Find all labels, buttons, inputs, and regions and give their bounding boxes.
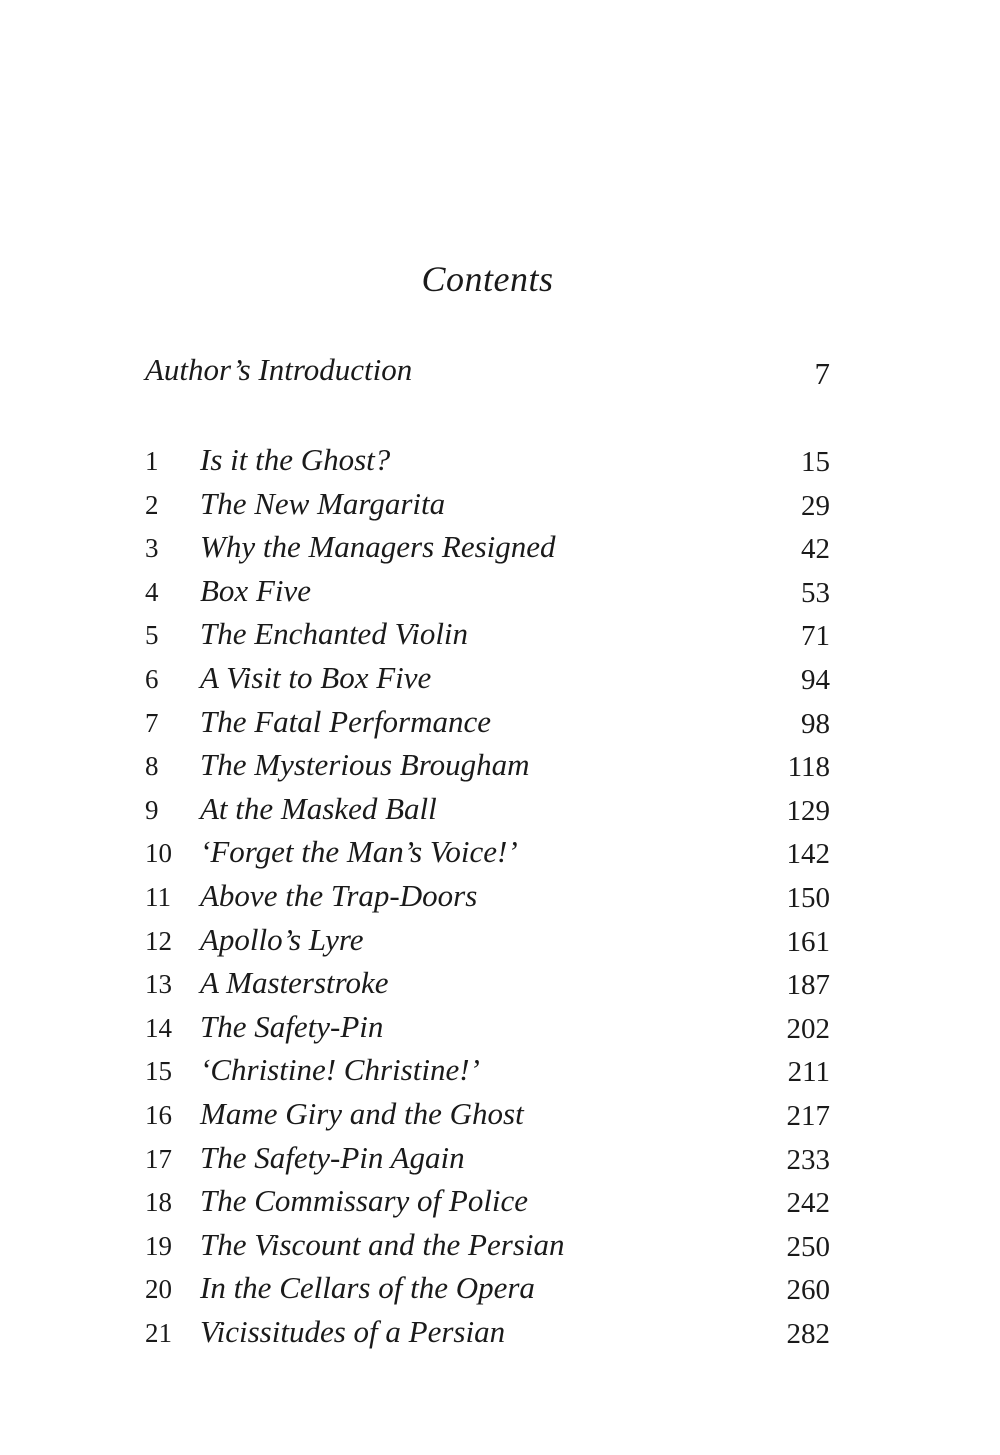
toc-entry-chapter <box>145 743 830 787</box>
chapter-number: 15 <box>145 1056 172 1087</box>
toc-entry-chapter <box>145 482 830 526</box>
toc-entry-chapter <box>145 874 830 918</box>
chapter-title: Why the Managers Resigned <box>200 529 556 565</box>
chapter-page-number: 142 <box>786 838 830 871</box>
chapter-title: The Safety-Pin Again <box>200 1139 465 1175</box>
chapter-title: Is it the Ghost? <box>200 442 391 477</box>
chapter-page-number: 42 <box>801 533 830 566</box>
toc-entry-chapter <box>145 961 830 1005</box>
toc-entry-chapter <box>145 1266 830 1310</box>
toc-entry-chapter <box>145 438 830 482</box>
toc-entry-chapter <box>145 525 830 569</box>
toc-entry-chapter <box>145 700 830 744</box>
chapter-number: 16 <box>145 1099 172 1130</box>
chapter-number: 17 <box>145 1143 172 1174</box>
chapter-page-number: 217 <box>786 1099 830 1132</box>
chapter-page-number: 118 <box>787 751 830 784</box>
chapter-number: 10 <box>145 838 172 869</box>
chapter-page-number: 211 <box>787 1056 830 1089</box>
toc-entry-chapter <box>145 830 830 874</box>
chapter-title: The Viscount and the Persian <box>200 1226 565 1262</box>
toc-entry-chapter <box>145 787 830 831</box>
chapter-number: 21 <box>145 1317 172 1348</box>
chapter-title: A Visit to Box Five <box>200 659 432 695</box>
toc-entry-chapter <box>145 1223 830 1267</box>
chapter-title: Box Five <box>200 572 312 608</box>
chapter-page-number: 282 <box>786 1317 830 1350</box>
chapter-number: 4 <box>145 576 159 607</box>
toc-entry-chapter <box>145 1136 830 1180</box>
chapter-title: The Enchanted Violin <box>200 616 469 652</box>
toc-entry-chapter <box>145 1179 830 1223</box>
chapter-page-number: 161 <box>786 925 830 958</box>
chapter-number: 11 <box>145 881 171 912</box>
chapter-title: Mame Giry and the Ghost <box>200 1095 524 1131</box>
introduction-label: Author’s Introduction <box>145 352 413 387</box>
chapter-number: 7 <box>145 707 159 738</box>
chapter-title: A Masterstroke <box>200 965 389 1001</box>
chapter-number: 13 <box>145 969 172 1000</box>
toc-entry-introduction <box>145 352 830 392</box>
chapter-page-number: 129 <box>786 794 830 827</box>
chapter-title: In the Cellars of the Opera <box>200 1270 535 1306</box>
toc-entry-chapter <box>145 656 830 700</box>
toc-entry-chapter <box>145 918 830 962</box>
toc-entry-chapter <box>145 612 830 656</box>
chapter-number: 18 <box>145 1187 172 1218</box>
chapter-number: 3 <box>145 533 159 564</box>
chapter-title: Apollo’s Lyre <box>200 921 364 957</box>
chapter-page-number: 150 <box>786 881 830 914</box>
chapter-number: 5 <box>145 620 159 651</box>
chapter-page-number: 98 <box>801 707 830 740</box>
chapter-page-number: 29 <box>801 489 830 522</box>
chapter-number: 2 <box>145 489 159 520</box>
chapter-page-number: 53 <box>801 576 830 609</box>
toc-entry-chapter <box>145 1310 830 1354</box>
chapter-title: The New Margarita <box>200 485 446 521</box>
toc-entry-chapter <box>145 1005 830 1049</box>
chapter-title: At the Masked Ball <box>200 790 437 826</box>
toc-entry-chapter <box>145 1048 830 1092</box>
chapter-title: ‘Forget the Man’s Voice!’ <box>200 834 518 870</box>
chapter-title: The Fatal Performance <box>200 703 492 739</box>
chapter-number: 8 <box>145 751 159 782</box>
chapter-page-number: 242 <box>786 1187 830 1220</box>
chapter-page-number: 15 <box>801 446 830 478</box>
chapter-title: ‘Christine! Christine!’ <box>200 1052 480 1088</box>
toc-entry-chapter <box>145 1092 830 1136</box>
chapter-title: The Mysterious Brougham <box>200 747 530 783</box>
chapter-page-number: 202 <box>786 1012 830 1045</box>
chapter-page-number: 233 <box>786 1143 830 1176</box>
toc-entry-chapter <box>145 569 830 613</box>
page-title: Contents <box>421 259 554 299</box>
chapter-page-number: 71 <box>801 620 830 653</box>
chapter-list <box>145 438 830 1353</box>
chapter-number: 19 <box>145 1230 172 1261</box>
chapter-number: 14 <box>145 1012 172 1043</box>
chapter-number: 1 <box>145 446 159 476</box>
chapter-page-number: 260 <box>786 1274 830 1307</box>
chapter-title: The Safety-Pin <box>200 1008 384 1044</box>
chapter-number: 20 <box>145 1274 172 1305</box>
chapter-number: 12 <box>145 925 172 956</box>
introduction-page-number: 7 <box>814 356 830 391</box>
chapter-number: 6 <box>145 663 159 694</box>
chapter-number: 9 <box>145 794 159 825</box>
chapter-title: Above the Trap-Doors <box>200 877 478 913</box>
chapter-page-number: 187 <box>786 969 830 1002</box>
chapter-page-number: 94 <box>801 663 830 696</box>
chapter-title: Vicissitudes of a Persian <box>200 1313 506 1349</box>
chapter-title: The Commissary of Police <box>200 1183 529 1219</box>
chapter-page-number: 250 <box>786 1230 830 1263</box>
